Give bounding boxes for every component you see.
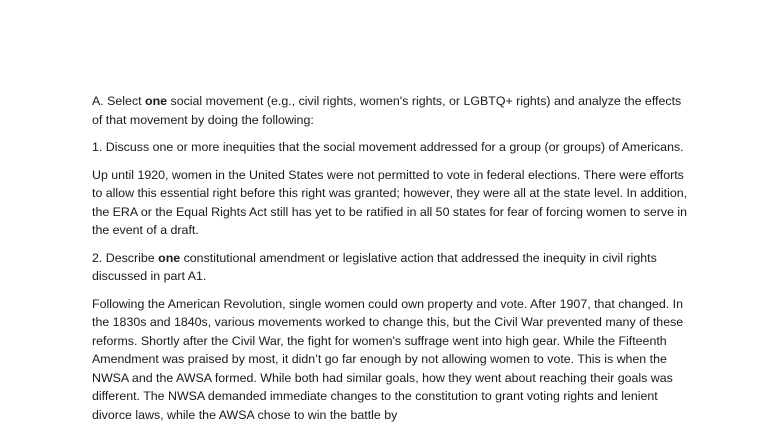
prompt-2-emphasis: one	[158, 250, 181, 265]
prompt-1: 1. Discuss one or more inequities that the social movement addressed for a group (or groups) of Americans.	[92, 140, 684, 154]
section-a-emphasis: one	[145, 94, 168, 108]
prompt-2-prefix: 2. Describe	[92, 250, 159, 265]
prompt-2	[92, 249, 692, 286]
prompt-2-text: constitutional amendment or legislative action that addressed the inequity in civil rights discussed in part A1.	[92, 250, 657, 283]
document-body	[92, 92, 692, 433]
answer-1: Up until 1920, women in the United States were not permitted to vote in federal elections. There were efforts to allow this essential right before this right was granted; however, they were all at the state level. In addition, the ERA or the Equal Rights Act still has yet to be ratified in all 50 states for fear of forcing women to serve in the event of a draft.	[92, 167, 688, 237]
section-a-text: social movement (e.g., civil rights, women's rights, or LGBTQ+ rights) and analyze the effects of that movement by doing the following:	[92, 94, 682, 127]
section-a-prefix: A. Select	[92, 94, 146, 108]
answer-2: Following the American Revolution, single women could own property and vote. After 1907, that changed. In the 1830s and 1840s, various movements worked to change this, but the Civil War prevented many of these reforms. Shortly after the Civil War, the fight for women's suffrage went into high gear. While the Fifteenth Amendment was praised by most, it didn’t go far enough by not allowing women to vote. This is when the NWSA and the AWSA formed. While both had similar goals, how they went about reaching their goals was different. The NWSA demanded immediate changes to the constitution to grant voting rights and lenient divorce laws, while the AWSA chose to win the battle by	[92, 296, 684, 422]
section-a-instruction	[92, 92, 692, 129]
